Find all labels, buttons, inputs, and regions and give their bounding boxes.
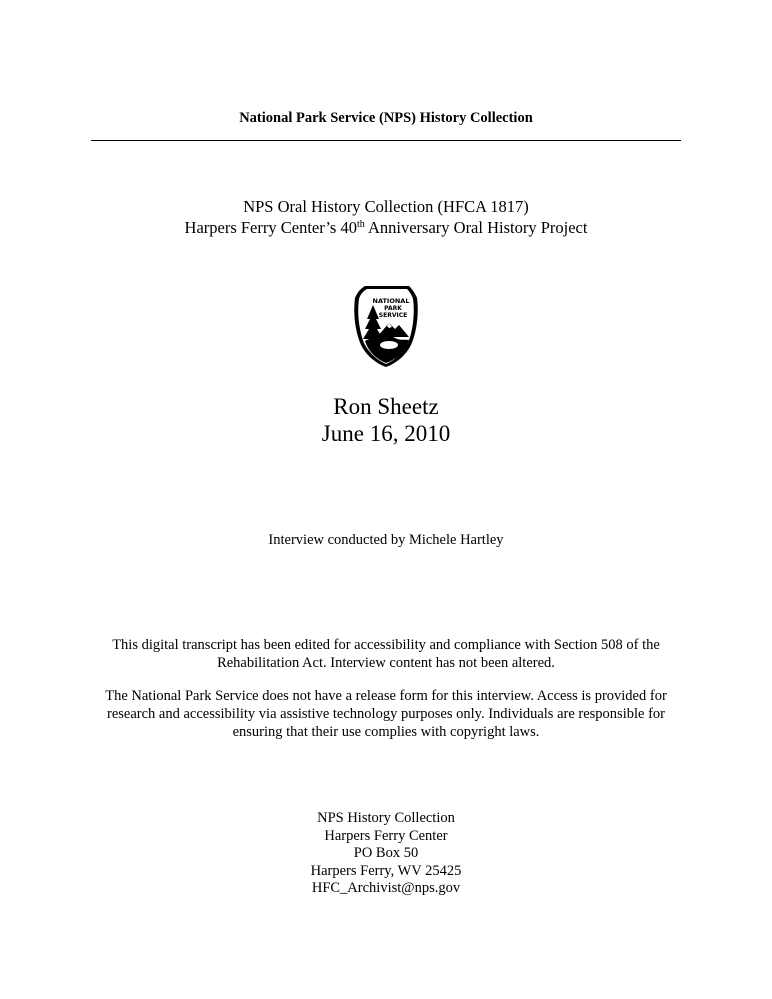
accessibility-notice-line-1: This digital transcript has been edited for accessibility and compliance with Section 508 of the (112, 637, 660, 653)
address-center: Harpers Ferry Center (324, 827, 448, 844)
project-title-ordinal: th (356, 219, 365, 230)
release-notice-line-2: research and accessibility via assistive technology purposes only. Individuals are responsible for (107, 706, 665, 722)
project-title-post: Anniversary Oral History Project (364, 218, 588, 237)
contact-email: HFC_Archivist@nps.gov (311, 880, 461, 896)
header-divider (91, 140, 681, 141)
release-notice (0, 687, 772, 741)
interviewee-block (0, 393, 772, 447)
accessibility-notice (0, 636, 772, 672)
contact-address (0, 810, 772, 898)
collection-header: National Park Service (NPS) History Collection (239, 110, 533, 126)
address-po-box: PO Box 50 (353, 845, 419, 861)
collection-title: NPS Oral History Collection (HFCA 1817) (243, 197, 529, 216)
project-title (0, 217, 772, 238)
logo-text-service: SERVICE (378, 312, 408, 319)
logo-text-park: PARK (384, 305, 402, 312)
nps-arrowhead-icon (351, 283, 421, 368)
interview-date: June 16, 2010 (321, 421, 451, 446)
release-notice-line-3: ensuring that their use complies with copyright laws. (232, 724, 540, 740)
collection-info (0, 196, 772, 238)
logo-text-national: NATIONAL (372, 297, 410, 305)
accessibility-notice-line-2: Rehabilitation Act. Interview content has not been altered. (217, 655, 555, 671)
release-notice-line-1: The National Park Service does not have a release form for this interview. Access is provided for (105, 688, 667, 704)
project-title-pre: Harpers Ferry Center’s 40 (184, 218, 357, 237)
address-org: NPS History Collection (317, 810, 455, 826)
interviewee-name: Ron Sheetz (333, 394, 439, 419)
address-city: Harpers Ferry, WV 25425 (310, 862, 462, 879)
interviewer-credit: Interview conducted by Michele Hartley (268, 532, 504, 548)
